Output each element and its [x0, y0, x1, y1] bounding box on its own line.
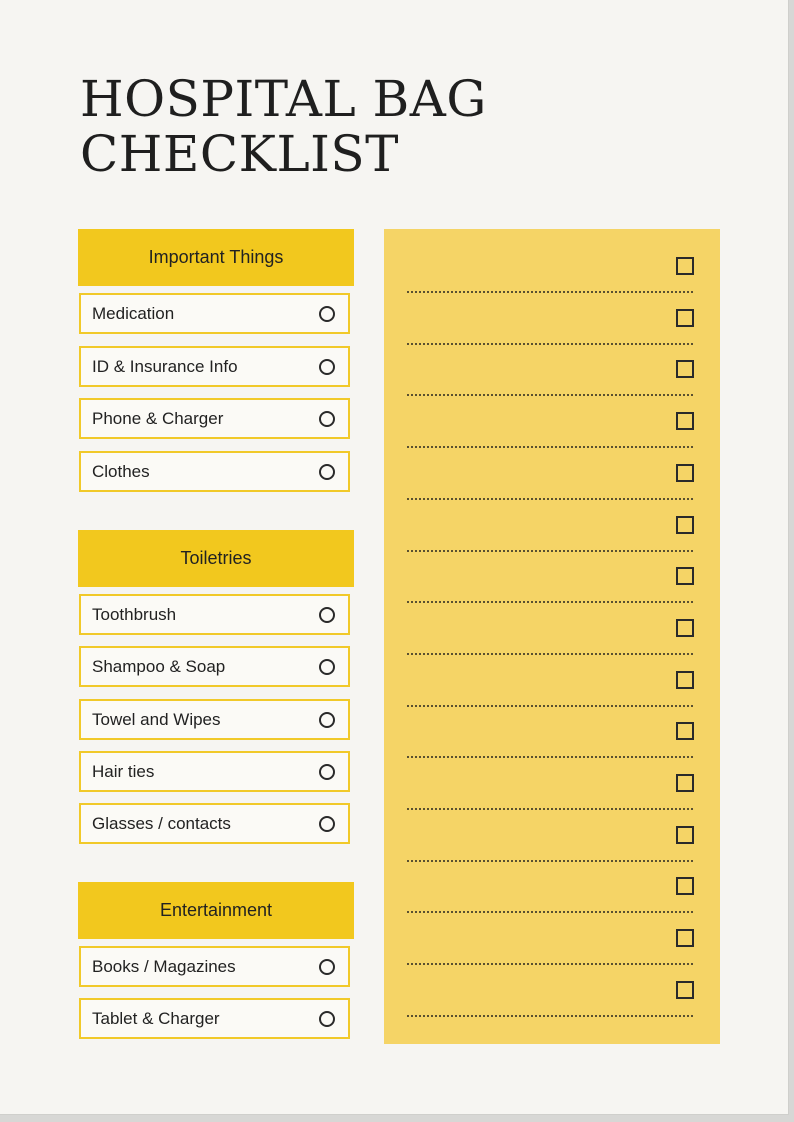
checklist-item-glasses-contacts[interactable] [79, 803, 350, 844]
title-line-2: CHECKLIST [80, 125, 400, 183]
section-heading: Important Things [148, 247, 284, 267]
checklist-item-id-insurance[interactable] [79, 346, 350, 387]
notes-row[interactable] [384, 591, 720, 643]
item-label: Towel and Wipes [92, 709, 221, 729]
item-label: Tablet & Charger [92, 1008, 220, 1028]
item-label: Glasses / contacts [92, 813, 231, 833]
notes-row[interactable] [384, 849, 720, 901]
square-checkbox-icon[interactable] [676, 722, 694, 740]
circle-checkbox-icon[interactable] [319, 607, 335, 623]
notes-row[interactable] [384, 746, 720, 798]
square-checkbox-icon[interactable] [676, 826, 694, 844]
circle-checkbox-icon[interactable] [319, 816, 335, 832]
circle-checkbox-icon[interactable] [319, 1011, 335, 1027]
notes-row[interactable] [384, 953, 720, 1005]
circle-checkbox-icon[interactable] [319, 411, 335, 427]
square-checkbox-icon[interactable] [676, 981, 694, 999]
dotted-write-line[interactable] [407, 1015, 693, 1017]
notes-row[interactable] [384, 901, 720, 953]
square-checkbox-icon[interactable] [676, 257, 694, 275]
square-checkbox-icon[interactable] [676, 516, 694, 534]
square-checkbox-icon[interactable] [676, 671, 694, 689]
square-checkbox-icon[interactable] [676, 412, 694, 430]
title-line-1: HOSPITAL BAG [80, 70, 487, 128]
square-checkbox-icon[interactable] [676, 464, 694, 482]
checklist-item-tablet-charger[interactable] [79, 998, 350, 1039]
checklist-item-phone-charger[interactable] [79, 398, 350, 439]
square-checkbox-icon[interactable] [676, 619, 694, 637]
item-label: Books / Magazines [92, 956, 236, 976]
notes-row[interactable] [384, 384, 720, 436]
square-checkbox-icon[interactable] [676, 309, 694, 327]
circle-checkbox-icon[interactable] [319, 712, 335, 728]
circle-checkbox-icon[interactable] [319, 464, 335, 480]
section-heading: Entertainment [159, 900, 273, 920]
circle-checkbox-icon[interactable] [319, 306, 335, 322]
square-checkbox-icon[interactable] [676, 774, 694, 792]
checklist-item-medication[interactable] [79, 293, 350, 334]
section-header-important-things [78, 229, 354, 286]
circle-checkbox-icon[interactable] [319, 959, 335, 975]
item-label: Hair ties [92, 761, 155, 781]
square-checkbox-icon[interactable] [676, 877, 694, 895]
square-checkbox-icon[interactable] [676, 360, 694, 378]
circle-checkbox-icon[interactable] [319, 764, 335, 780]
notes-row[interactable] [384, 488, 720, 540]
checklist-item-towel-wipes[interactable] [79, 699, 350, 740]
item-label: Toothbrush [92, 604, 177, 624]
item-label: Medication [92, 303, 175, 323]
checklist-item-clothes[interactable] [79, 451, 350, 492]
page-title [80, 72, 487, 182]
checklist-item-hair-ties[interactable] [79, 751, 350, 792]
section-header-entertainment [78, 882, 354, 939]
notes-row[interactable] [384, 643, 720, 695]
checklist-item-books-magazines[interactable] [79, 946, 350, 987]
notes-row[interactable] [384, 281, 720, 333]
item-label: Clothes [92, 461, 150, 481]
section-header-toiletries [78, 530, 354, 587]
notes-row[interactable] [384, 694, 720, 746]
notes-panel [384, 229, 720, 1044]
notes-row[interactable] [384, 798, 720, 850]
circle-checkbox-icon[interactable] [319, 659, 335, 675]
notes-row[interactable] [384, 229, 720, 281]
notes-row[interactable] [384, 332, 720, 384]
checklist-item-shampoo-soap[interactable] [79, 646, 350, 687]
item-label: Shampoo & Soap [92, 656, 226, 676]
item-label: ID & Insurance Info [92, 356, 238, 376]
notes-row[interactable] [384, 436, 720, 488]
square-checkbox-icon[interactable] [676, 567, 694, 585]
circle-checkbox-icon[interactable] [319, 359, 335, 375]
section-heading: Toiletries [180, 548, 252, 568]
notes-row[interactable] [384, 539, 720, 591]
square-checkbox-icon[interactable] [676, 929, 694, 947]
item-label: Phone & Charger [92, 408, 224, 428]
checklist-item-toothbrush[interactable] [79, 594, 350, 635]
